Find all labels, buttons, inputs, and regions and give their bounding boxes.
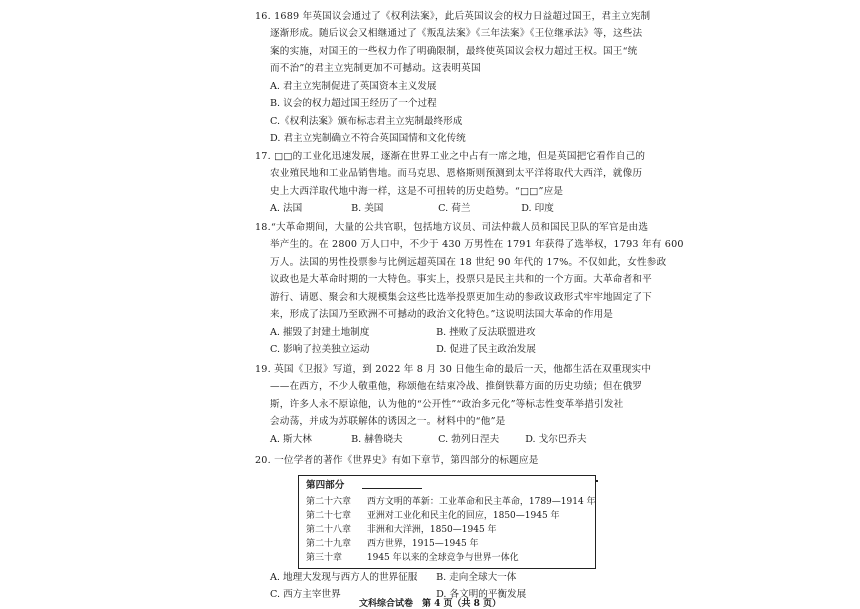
chapter-number: 第二十八章	[306, 525, 352, 535]
option-d: D. 促进了民主政治发展	[436, 344, 536, 356]
question-16	[255, 8, 651, 78]
chapter-row	[306, 494, 596, 507]
question-16-line: 逐渐形成。随后议会又相继通过了《叛乱法案》《三年法案》《王位继承法》等，这些法	[270, 28, 643, 40]
option-c: C. 影响了拉美独立运动	[270, 344, 370, 356]
chapter-row	[306, 536, 479, 549]
option-c: C. 勃列日涅夫	[438, 434, 500, 445]
question-18-options	[270, 324, 615, 359]
option-d: D. 戈尔巴乔夫	[525, 434, 587, 445]
option-d: D. 印度	[521, 203, 554, 214]
question-19-options	[270, 431, 615, 448]
option-d: D. 各文明的平衡发展	[436, 589, 527, 601]
question-17-line: 史上大西洋取代地中海一样，这是不可扭转的历史趋势。“□□”应是	[270, 185, 564, 197]
question-18-line: 议政也是大革命时期的一大特色。事实上，投票只是民主共和的一个方面。大革命者和平	[270, 274, 652, 286]
chapter-title: 西方文明的革新：工业革命和民主革命，1789—1914 年	[366, 497, 596, 507]
option-c: C.《权利法案》颁布标志君主立宪制最终形成	[270, 115, 463, 127]
chapter-number: 第二十七章	[306, 511, 352, 521]
question-20-line: 20. 一位学者的著作《世界史》有如下章节，第四部分的标题应是	[255, 455, 539, 466]
option-b: B. 美国	[351, 203, 384, 214]
question-16-line: 16. 1689 年英国议会通过了《权利法案》，此后英国议会的权力日益超过国王，君主立宪制	[255, 11, 651, 22]
question-18	[255, 219, 684, 323]
chapter-number: 第二十九章	[306, 539, 352, 549]
question-16-line: 而不治”的君主立宪制更加不可撼动。这表明英国	[270, 63, 481, 75]
option-a: A. 法国	[270, 203, 303, 214]
question-17	[255, 148, 646, 200]
question-19-line: ——在西方，不少人敬重他，称颂他在结束冷战、推倒铁幕方面的历史功绩；但在俄罗	[270, 381, 643, 393]
chapter-title: 非洲和大洋洲，1850—1945 年	[366, 525, 497, 535]
question-17-line: 17. □□的工业化迅速发展，逐渐在世界工业之中占有一席之地，但是英国把它看作自己的	[255, 151, 646, 162]
question-19-line: 19. 英国《卫报》写道，到 2022 年 8 月 30 日他生命的最后一天，他都生活在双重现实中	[255, 364, 652, 375]
chapter-number: 第三十章	[306, 553, 343, 563]
question-18-line: 游行、请愿、聚会和大规模集会这些比选举投票更加生动的参政议政形式牢牢地固定了下	[270, 291, 652, 303]
question-19-line: 斯，许多人永不原谅他，认为他的“公开性”“政治多元化”等标志性变革举措引发社	[270, 398, 624, 410]
question-20	[255, 452, 615, 469]
option-b: B. 议会的权力超过国王经历了一个过程	[270, 98, 437, 110]
option-b: B. 赫鲁晓夫	[351, 434, 403, 445]
chapter-number: 第二十六章	[306, 497, 352, 507]
chapter-row	[306, 522, 497, 535]
question-16-line: 案的实施，对国王的一些权力作了明确限制，最终使英国议会权力超过王权。国王“统	[270, 45, 638, 57]
question-17-line: 农业殖民地和工业品销售地。而马克思、恩格斯则预测到太平洋将取代大西洋，就像历	[270, 168, 643, 180]
chapter-row	[306, 550, 519, 563]
option-c: C. 荷兰	[438, 203, 471, 214]
option-b: B. 走向全球大一体	[436, 572, 517, 583]
option-c: C. 西方主宰世界	[270, 589, 341, 601]
question-18-line: 18.“大革命期间，大量的公共官职，包括地方议员、司法仲裁人员和国民卫队的军官是由选	[255, 222, 649, 233]
option-a: A. 君主立宪制促进了英国资本主义发展	[270, 81, 437, 92]
chapter-title: 亚洲对工业化和民主化的回应，1850—1945 年	[366, 511, 560, 521]
option-d: D. 君主立宪制确立不符合英国国情和文化传统	[270, 133, 466, 145]
question-18-line: 举产生的。在 2800 万人口中，不少于 430 万男性在 1791 年获得了选举权，1793 年有 600	[270, 239, 684, 251]
question-19	[255, 361, 652, 431]
option-a: A. 摧毁了封建土地制度	[270, 327, 370, 338]
chapter-title: 1945 年以来的全球竞争与世界一体化	[366, 553, 519, 563]
chapter-row	[306, 508, 560, 521]
option-a: A. 地理大发现与西方人的世界征服	[270, 572, 418, 583]
question-18-line: 万人。法国的男性投票参与比例远超英国在 18 世纪 90 年代的 17%。不仅如此，女性参政	[270, 256, 667, 268]
answer-blank	[362, 488, 422, 489]
question-19-line: 会动荡，并成为苏联解体的诱因之一。材料中的“他”是	[270, 416, 506, 428]
world-history-chapters-content	[298, 475, 594, 567]
question-17-options	[270, 200, 615, 217]
option-b: B. 挫败了反法联盟进攻	[436, 327, 536, 338]
part-four-title: 第四部分	[306, 480, 345, 491]
option-a: A. 斯大林	[270, 434, 312, 445]
page-footer: 文科综合试卷 第 4 页（共 8 页）	[358, 599, 502, 609]
chapter-title: 西方世界，1915—1945 年	[366, 539, 479, 549]
question-18-line: 来，形成了法国乃至欧洲不可撼动的政治文化特色。”这说明法国大革命的作用是	[270, 309, 614, 321]
question-16-options	[270, 78, 615, 148]
